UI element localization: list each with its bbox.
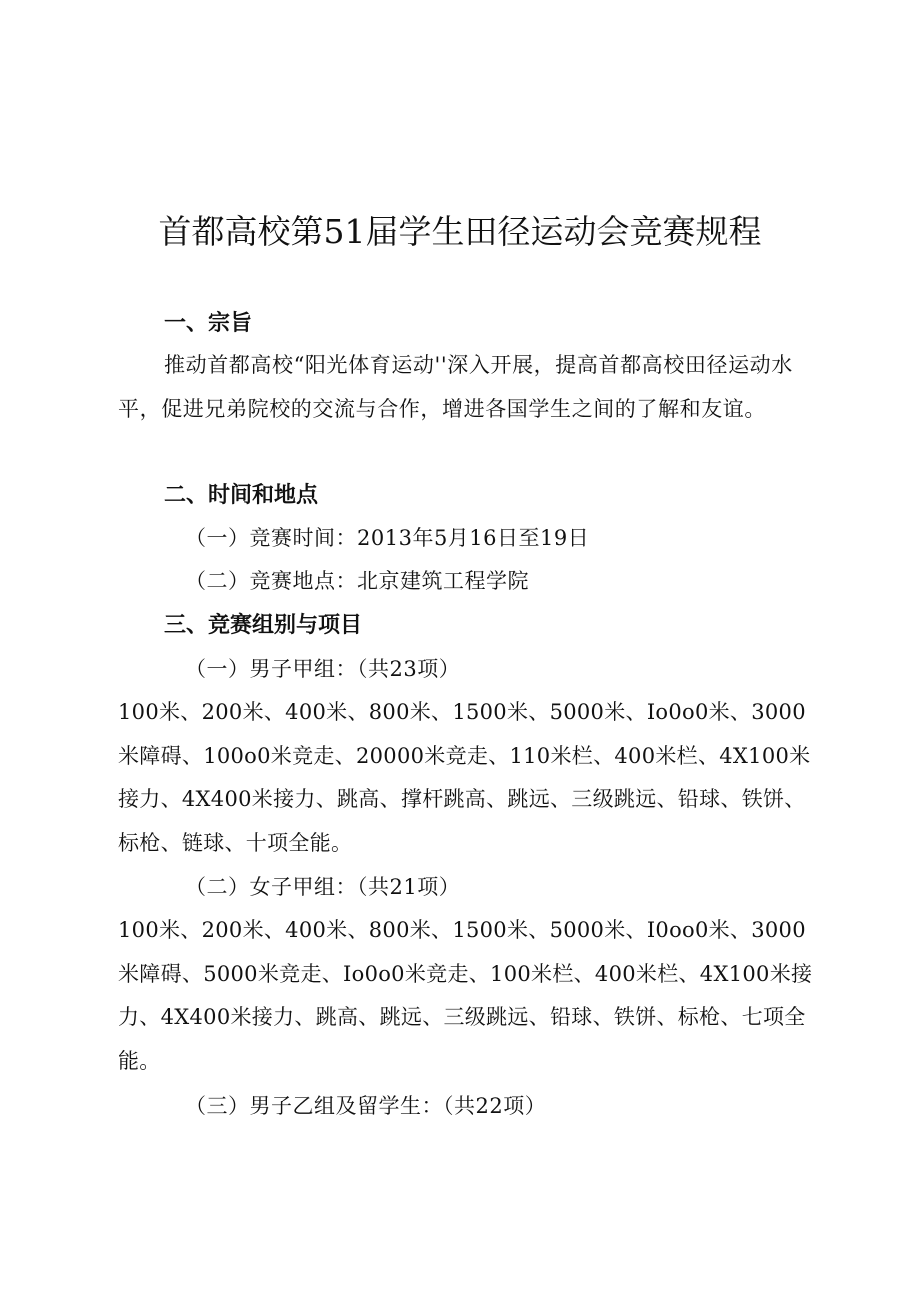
section-heading-time-place: 二、时间和地点	[164, 483, 319, 508]
competition-place: （二）竞赛地点：北京建筑工程学院	[185, 569, 529, 593]
section-heading-groups-events: 三、竞赛组别与项目	[164, 613, 363, 638]
group1-label: （一）男子甲组：（共23项）	[185, 657, 461, 681]
competition-time: （一）竞赛时间：2013年5月16日至19日	[185, 526, 590, 550]
group3-label: （三）男子乙组及留学生：（共22项）	[185, 1094, 547, 1118]
group2-label: （二）女子甲组：（共21项）	[185, 875, 461, 899]
group2-events: 100米、200米、400米、800米、1500米、5000米、I0oo0米、3000米障碍、5000米竞走、Io0o0米竞走、100米栏、400米栏、4X100米接力、4X400米接力、跳高、跳远、三级跳远、铅球、铁饼、标枪、七项全能。	[118, 918, 813, 1073]
section-heading-purpose: 一、宗旨	[164, 311, 253, 336]
group1-events: 100米、200米、400米、800米、1500米、5000米、Io0o0米、3000米障碍、100o0米竞走、20000米竞走、110米栏、400米栏、4X100米接力、4X400米接力、跳高、撑杆跳高、跳远、三级跳远、铅球、铁饼、标枪、链球、十项全能。	[118, 700, 811, 855]
document-title: 首都高校第51届学生田径运动会竞赛规程	[158, 212, 762, 251]
purpose-paragraph: 推动首都高校“阳光体育运动''深入开展，提高首都高校田径运动水平，促进兄弟院校的交流与合作，增进各国学生之间的了解和友谊。	[118, 353, 793, 421]
